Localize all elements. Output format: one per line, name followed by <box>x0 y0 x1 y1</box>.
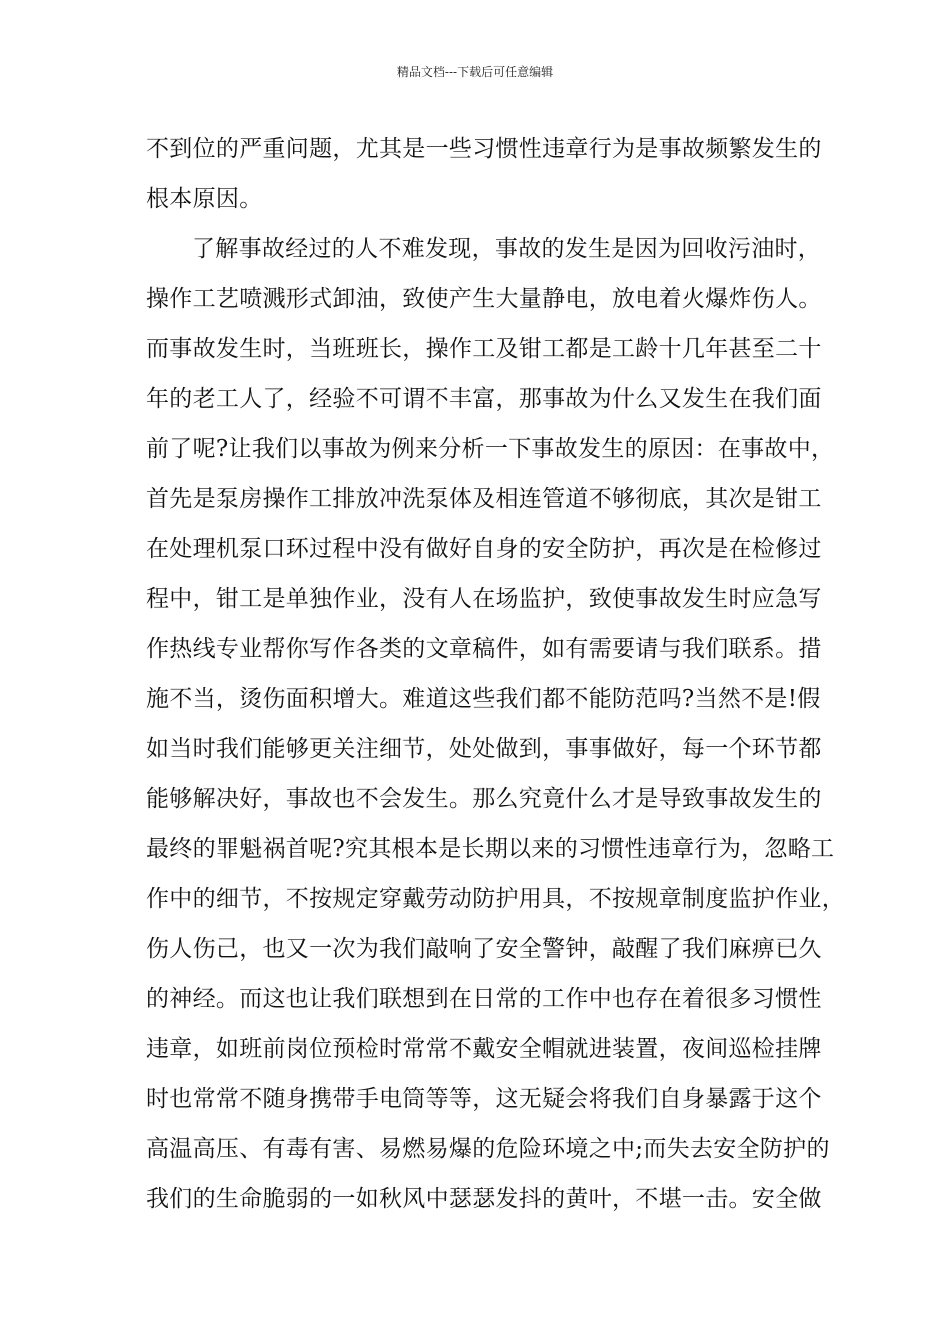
document-body <box>146 132 845 1282</box>
text-line: 如当时我们能够更关注细节，处处做到，事事做好，每一个环节都 <box>146 736 822 762</box>
text-line: 年的老工人了，经验不可谓不丰富，那事故为什么又发生在我们面 <box>146 386 822 412</box>
text-line: 能够解决好，事故也不会发生。那么究竟什么才是导致事故发生的 <box>146 786 822 812</box>
text-line: 的神经。而这也让我们联想到在日常的工作中也存在着很多习惯性 <box>146 986 822 1012</box>
text-line: 最终的罪魁祸首呢?究其根本是长期以来的习惯性违章行为，忽略工 <box>146 836 835 862</box>
text-line <box>146 1232 818 1282</box>
page-header: 精品文档---下载后可任意编辑 <box>396 65 554 79</box>
text-line: 首先是泵房操作工排放冲洗泵体及相连管道不够彻底，其次是钳工 <box>146 486 822 512</box>
paragraph-2 <box>146 232 845 1282</box>
text-line: 伤人伤己，也又一次为我们敲响了安全警钟，敲醒了我们麻痹已久 <box>146 936 822 962</box>
text-line: 程中，钳工是单独作业，没有人在场监护，致使事故发生时应急写 <box>146 586 822 612</box>
text-line: 在处理机泵口环过程中没有做好自身的安全防护，再次是在检修过 <box>146 536 822 562</box>
text-line: 高温高压、有毒有害、易燃易爆的危险环境之中;而失去安全防护的 <box>146 1136 830 1162</box>
text-line: 时也常常不随身携带手电筒等等，这无疑会将我们自身暴露于这个 <box>146 1086 822 1112</box>
text-line: 作中的细节，不按规定穿戴劳动防护用具，不按规章制度监护作业， <box>146 886 845 912</box>
text-line: 根本原因。 <box>146 186 263 212</box>
text-line: 作热线专业帮你写作各类的文章稿件，如有需要请与我们联系。措 <box>146 636 822 662</box>
text-line: 而事故发生时，当班班长，操作工及钳工都是工龄十几年甚至二十 <box>146 336 822 362</box>
text-line: 施不当，烫伤面积增大。难道这些我们都不能防范吗?当然不是!假 <box>146 686 821 712</box>
text-line: 不到位的严重问题，尤其是一些习惯性违章行为是事故频繁发生的 <box>146 136 822 162</box>
text-line: 前了呢?让我们以事故为例来分析一下事故发生的原因：在事故中， <box>146 436 835 462</box>
paragraph-1 <box>146 132 822 232</box>
text-line: 我们的生命脆弱的一如秋风中瑟瑟发抖的黄叶，不堪一击。安全做 <box>146 1186 822 1212</box>
text-line: 违章，如班前岗位预检时常常不戴安全帽就进装置，夜间巡检挂牌 <box>146 1036 822 1062</box>
text-line: 操作工艺喷溅形式卸油，致使产生大量静电，放电着火爆炸伤人。 <box>146 286 822 312</box>
text-line: 了解事故经过的人不难发现，事故的发生是因为回收污油时， <box>192 236 822 262</box>
